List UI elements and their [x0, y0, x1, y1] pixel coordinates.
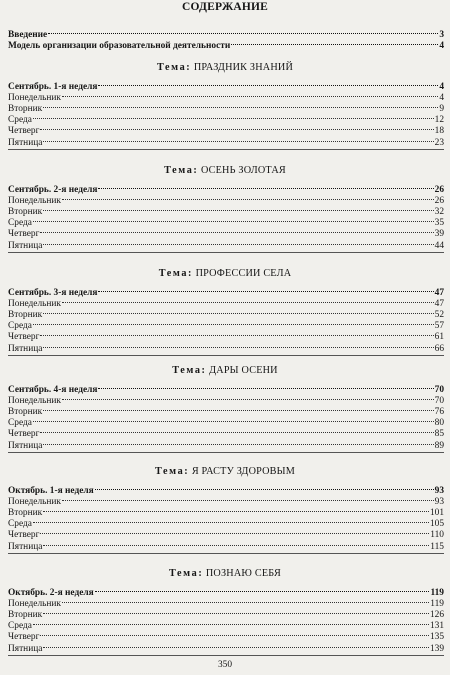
entry-page: 57 — [434, 321, 444, 332]
entry-label: Вторник — [8, 310, 43, 321]
section-rule — [8, 149, 444, 150]
entry-page: 119 — [430, 599, 444, 610]
dot-leader — [98, 85, 438, 86]
entry-page: 32 — [434, 207, 444, 218]
entry-page: 139 — [429, 643, 444, 654]
entry-label: Четверг — [8, 530, 40, 541]
entry-page: 135 — [429, 632, 444, 643]
entry-label: Понедельник — [8, 599, 61, 610]
entry-page: 26 — [434, 196, 444, 207]
toc-day-entry[interactable] — [8, 240, 444, 252]
entry-label: Пятница — [8, 643, 43, 654]
entry-page: 70 — [434, 385, 444, 395]
toc-day-entry[interactable] — [8, 137, 444, 149]
entry-page: 80 — [434, 418, 444, 429]
theme-label: Тема: — [158, 268, 194, 279]
dot-leader — [40, 335, 433, 336]
entry-label: Сентябрь. 2-я неделя — [8, 185, 98, 195]
dot-leader — [43, 545, 429, 546]
entry-label: Вторник — [8, 508, 43, 519]
dot-leader — [98, 291, 433, 292]
entry-page: 47 — [434, 299, 444, 310]
dot-leader — [62, 602, 429, 603]
toc-day-entry[interactable] — [8, 343, 444, 355]
entry-label: Пятница — [8, 541, 43, 552]
entry-label: Среда — [8, 218, 32, 229]
dot-leader — [62, 96, 438, 97]
entry-page: 115 — [430, 541, 444, 552]
entry-page: 18 — [434, 126, 444, 137]
dot-leader — [62, 302, 434, 303]
entry-label: Пятница — [8, 137, 43, 148]
dot-leader — [33, 522, 429, 523]
dot-leader — [40, 232, 433, 233]
entry-label: Четверг — [8, 126, 40, 137]
entry-page: 93 — [434, 497, 444, 508]
theme-label: Тема: — [172, 365, 207, 376]
entry-label: Среда — [8, 115, 32, 126]
entry-label: Понедельник — [8, 299, 61, 310]
dot-leader — [62, 500, 434, 501]
dot-leader — [40, 129, 433, 130]
entry-label: Понедельник — [8, 196, 61, 207]
theme-name: ПРОФЕССИИ СЕЛА — [195, 268, 292, 279]
theme-label: Тема: — [164, 165, 199, 176]
entry-label: Четверг — [8, 429, 40, 440]
section-rule — [8, 553, 444, 554]
section-rule — [8, 252, 444, 253]
entry-label: Сентябрь. 4-я неделя — [8, 385, 98, 395]
dot-leader — [43, 647, 429, 648]
entry-label: Октябрь. 2-я неделя — [8, 588, 94, 598]
entry-page: 93 — [434, 486, 444, 496]
theme-heading — [0, 568, 450, 580]
entry-label: Понедельник — [8, 93, 61, 104]
entry-label: Введение — [8, 30, 48, 40]
dot-leader — [33, 421, 434, 422]
dot-leader — [33, 221, 434, 222]
entry-label: Четверг — [8, 632, 40, 643]
entry-page: 126 — [429, 610, 444, 621]
entry-page: 105 — [429, 519, 444, 530]
toc-day-entry[interactable] — [8, 643, 444, 655]
toc-day-entry[interactable] — [8, 541, 444, 553]
dot-leader — [43, 313, 433, 314]
entry-page: 66 — [434, 343, 444, 354]
dot-leader — [43, 347, 433, 348]
dot-leader — [231, 44, 438, 45]
dot-leader — [40, 635, 429, 636]
theme-label: Тема: — [154, 466, 190, 477]
entry-label: Четверг — [8, 332, 40, 343]
entry-label: Вторник — [8, 207, 43, 218]
entry-page: 131 — [429, 621, 444, 632]
dot-leader — [43, 210, 433, 211]
toc-day-entry[interactable] — [8, 440, 444, 452]
entry-label: Пятница — [8, 240, 43, 251]
entry-page: 4 — [439, 93, 444, 104]
entry-page: 4 — [439, 41, 444, 51]
section-rule — [8, 355, 444, 356]
dot-leader — [43, 613, 429, 614]
entry-label: Понедельник — [8, 497, 61, 508]
entry-label: Среда — [8, 418, 32, 429]
theme-name: Я РАСТУ ЗДОРОВЫМ — [191, 466, 296, 477]
entry-page: 12 — [434, 115, 444, 126]
entry-page: 23 — [434, 137, 444, 148]
dot-leader — [62, 399, 434, 400]
entry-label: Сентябрь. 3-я неделя — [8, 288, 98, 298]
theme-label: Тема: — [169, 568, 204, 579]
theme-heading — [0, 365, 450, 377]
entry-page: 110 — [430, 530, 444, 541]
section-rule — [8, 655, 444, 656]
entry-label: Вторник — [8, 407, 43, 418]
theme-heading — [0, 62, 450, 74]
entry-page: 3 — [439, 30, 444, 40]
theme-heading — [0, 466, 450, 478]
dot-leader — [43, 444, 433, 445]
entry-page: 35 — [434, 218, 444, 229]
page-number: 350 — [217, 660, 233, 670]
dot-leader — [40, 533, 429, 534]
entry-page: 61 — [434, 332, 444, 343]
theme-label: Тема: — [156, 62, 192, 73]
dot-leader — [98, 388, 433, 389]
theme-name: ДАРЫ ОСЕНИ — [209, 365, 278, 376]
entry-page: 47 — [434, 288, 444, 298]
entry-page: 52 — [434, 310, 444, 321]
entry-page: 9 — [439, 104, 444, 115]
dot-leader — [33, 118, 434, 119]
entry-label: Понедельник — [8, 396, 61, 407]
dot-leader — [43, 107, 438, 108]
entry-label: Пятница — [8, 440, 43, 451]
entry-page: 44 — [434, 240, 444, 251]
entry-page: 39 — [434, 229, 444, 240]
entry-label: Модель организации образовательной деятельности — [8, 41, 231, 51]
entry-page: 89 — [434, 440, 444, 451]
entry-page: 70 — [434, 396, 444, 407]
section-rule — [8, 452, 444, 453]
dot-leader — [43, 410, 433, 411]
entry-label: Среда — [8, 621, 32, 632]
dot-leader — [95, 489, 434, 490]
entry-page: 85 — [434, 429, 444, 440]
entry-label: Вторник — [8, 610, 43, 621]
entry-label: Четверг — [8, 229, 40, 240]
entry-label: Среда — [8, 321, 32, 332]
dot-leader — [43, 511, 429, 512]
dot-leader — [98, 188, 433, 189]
entry-label: Вторник — [8, 104, 43, 115]
page-title: СОДЕРЖАНИЕ — [181, 1, 269, 13]
dot-leader — [43, 244, 433, 245]
theme-name: ОСЕНЬ ЗОЛОТАЯ — [200, 165, 286, 176]
dot-leader — [48, 33, 438, 34]
dot-leader — [62, 199, 434, 200]
toc-entry-model[interactable] — [8, 40, 444, 52]
theme-name: ПОЗНАЮ СЕБЯ — [205, 568, 281, 579]
entry-page: 101 — [429, 508, 444, 519]
entry-label: Среда — [8, 519, 32, 530]
entry-label: Пятница — [8, 343, 43, 354]
theme-heading — [0, 165, 450, 177]
dot-leader — [33, 624, 429, 625]
entry-label: Октябрь. 1-я неделя — [8, 486, 94, 496]
dot-leader — [43, 141, 433, 142]
theme-heading — [0, 268, 450, 280]
dot-leader — [40, 432, 433, 433]
theme-name: ПРАЗДНИК ЗНАНИЙ — [193, 62, 294, 73]
dot-leader — [95, 591, 430, 592]
entry-page: 119 — [430, 588, 444, 598]
entry-page: 4 — [439, 82, 444, 92]
entry-page: 26 — [434, 185, 444, 195]
entry-page: 76 — [434, 407, 444, 418]
dot-leader — [33, 324, 434, 325]
entry-label: Сентябрь. 1-я неделя — [8, 82, 98, 92]
